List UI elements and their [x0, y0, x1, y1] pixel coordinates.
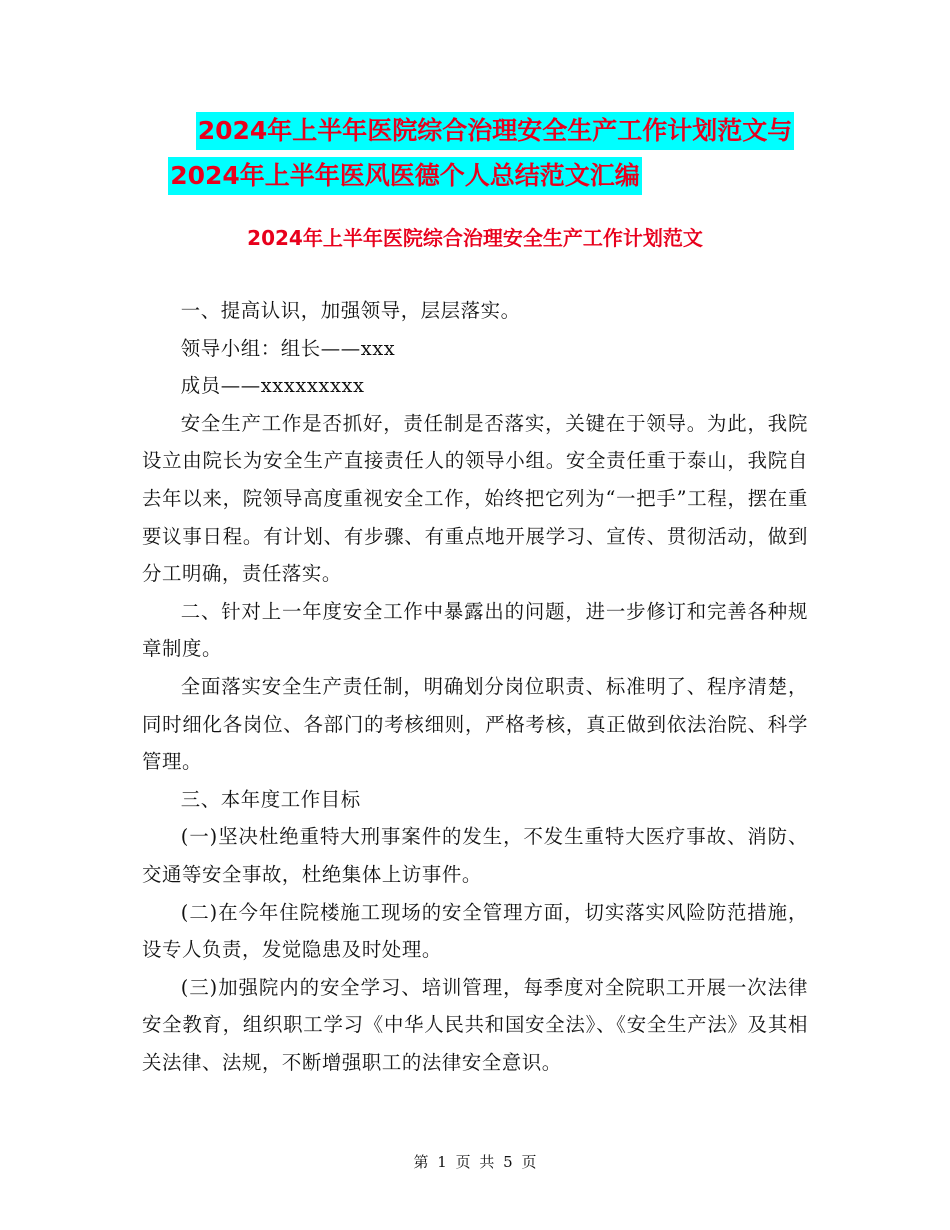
paragraph: 领导小组：组长——xxx [180, 336, 396, 360]
paragraph: 成员——xxxxxxxxx [180, 374, 365, 398]
section-title: 2024年上半年医院综合治理安全生产工作计划范文 [247, 226, 703, 250]
paragraph: 一、提高认识，加强领导，层层落实。 [180, 299, 521, 322]
page-footer: 第 1 页 共 5 页 [413, 1153, 537, 1171]
document-body [142, 292, 808, 1081]
title-line-1: 2024年上半年医院综合治理安全生产工作计划范文与 [196, 112, 795, 150]
paragraph: 安全生产工作是否抓好，责任制是否落实，关键在于领导。为此，我院设立由院长为安全生产直接责任人的领导小组。安全责任重于泰山，我院自去年以来，院领导高度重视安全工作，始终把它列为“一把手”工程，摆在重要议事日程。有计划、有步骤、有重点地开展学习、宣传、贯彻活动，做到分工明确，责任落实。 [142, 411, 808, 586]
paragraph: 二、针对上一年度安全工作中暴露出的问题，进一步修订和完善各种规章制度。 [142, 599, 808, 661]
paragraph: (一)坚决杜绝重特大刑事案件的发生，不发生重特大医疗事故、消防、交通等安全事故，杜绝集体上访事件。 [142, 825, 808, 886]
paragraph: (三)加强院内的安全学习、培训管理，每季度对全院职工开展一次法律安全教育，组织职工学习《中华人民共和国安全法》、《安全生产法》及其相关法律、法规，不断增强职工的法律安全意识。 [142, 975, 808, 1074]
title-line-2: 2024年上半年医风医德个人总结范文汇编 [168, 157, 642, 195]
paragraph: 全面落实安全生产责任制，明确划分岗位职责、标准明了、程序清楚，同时细化各岗位、各部门的考核细则，严格考核，真正做到依法治院、科学管理。 [142, 674, 808, 774]
paragraph: 三、本年度工作目标 [180, 787, 361, 811]
document-title [0, 112, 950, 195]
paragraph: (二)在今年住院楼施工现场的安全管理方面，切实落实风险防范措施，设专人负责，发觉隐患及时处理。 [142, 900, 808, 962]
